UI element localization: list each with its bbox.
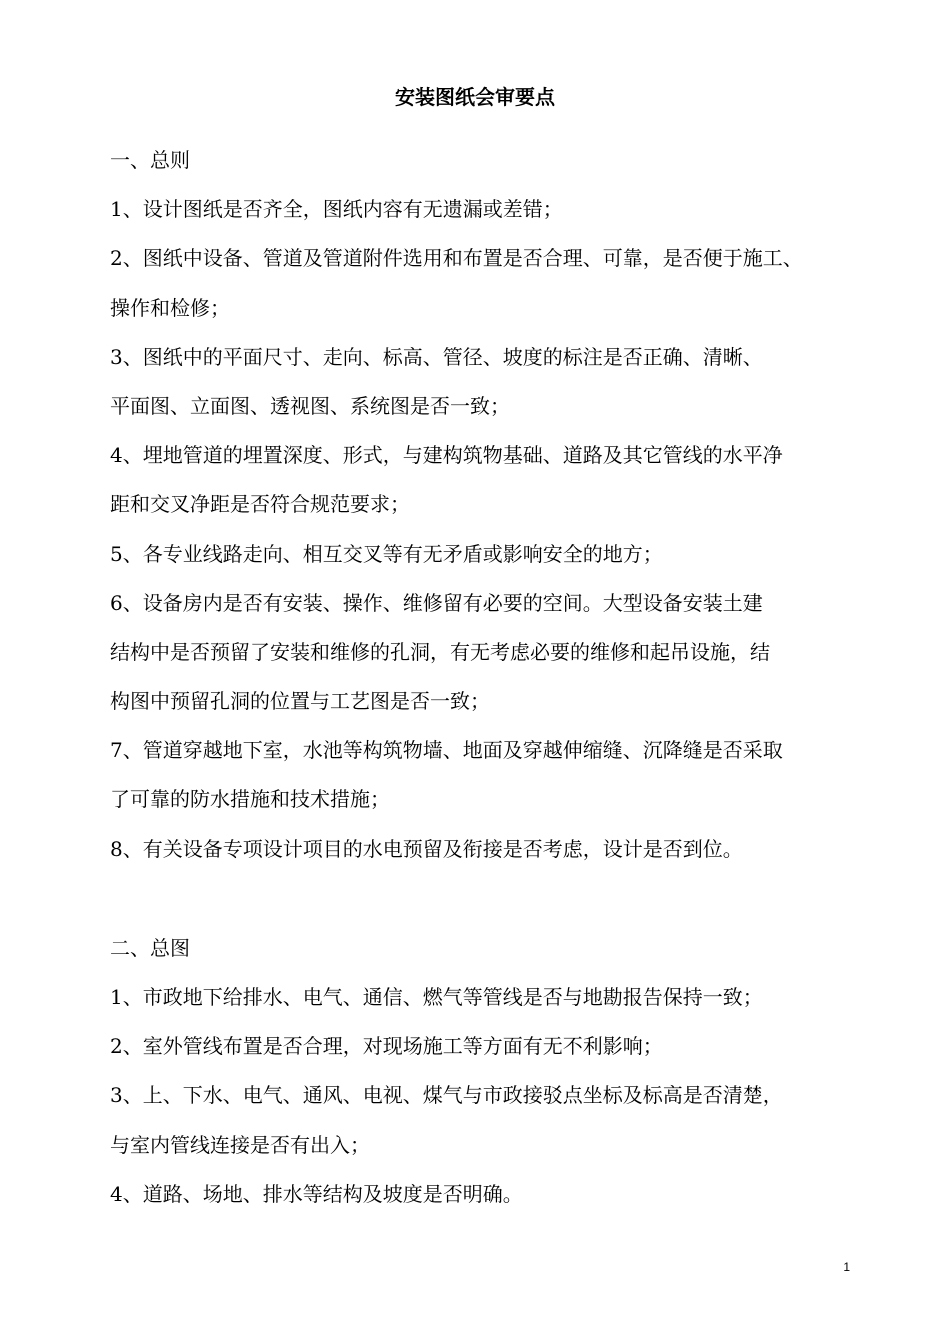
- paragraph-line: 4、道路、场地、排水等结构及坡度是否明确。: [110, 1181, 523, 1206]
- paragraph-line: 了可靠的防水措施和技术措施；: [110, 787, 390, 812]
- page-number: 1: [843, 1260, 850, 1274]
- paragraph-line: 7、管道穿越地下室，水池等构筑物墙、地面及穿越伸缩缝、沉降缝是否采取: [110, 738, 783, 763]
- paragraph-line: 2、图纸中设备、管道及管道附件选用和布置是否合理、可靠，是否便于施工、: [110, 246, 803, 271]
- paragraph-line: 与室内管线连接是否有出入；: [110, 1132, 370, 1157]
- paragraph-line: 平面图、立面图、透视图、系统图是否一致；: [110, 393, 510, 418]
- paragraph-line: 3、图纸中的平面尺寸、走向、标高、管径、坡度的标注是否正确、清晰、: [110, 344, 763, 369]
- document-body: [110, 147, 880, 1230]
- section-heading-site-plan: 二、总图: [110, 935, 190, 960]
- section-heading-general: 一、总则: [110, 148, 190, 172]
- paragraph-line: 4、埋地管道的埋置深度、形式，与建构筑物基础、道路及其它管线的水平净: [110, 443, 783, 468]
- paragraph-line: 1、市政地下给排水、电气、通信、燃气等管线是否与地勘报告保持一致；: [110, 985, 763, 1009]
- paragraph-line: 距和交叉净距是否符合规范要求；: [110, 492, 410, 517]
- paragraph-line: 8、有关设备专项设计项目的水电预留及衔接是否考虑，设计是否到位。: [110, 836, 743, 861]
- paragraph-line: 1、设计图纸是否齐全，图纸内容有无遗漏或差错；: [110, 197, 563, 222]
- paragraph-line: 结构中是否预留了安装和维修的孔洞，有无考虑必要的维修和起吊设施，结: [110, 639, 770, 664]
- section-spacer: [110, 885, 880, 935]
- paragraph-line: 构图中预留孔洞的位置与工艺图是否一致；: [110, 689, 490, 714]
- paragraph-line: 6、设备房内是否有安装、操作、维修留有必要的空间。大型设备安装土建: [110, 590, 763, 615]
- paragraph-line: 5、各专业线路走向、相互交叉等有无矛盾或影响安全的地方；: [110, 541, 663, 566]
- document-title: 安装图纸会审要点: [395, 85, 555, 109]
- paragraph-line: 2、室外管线布置是否合理，对现场施工等方面有无不利影响；: [110, 1034, 663, 1059]
- paragraph-line: 操作和检修；: [110, 295, 230, 320]
- paragraph-line: 3、上、下水、电气、通风、电视、煤气与市政接驳点坐标及标高是否清楚，: [110, 1083, 783, 1108]
